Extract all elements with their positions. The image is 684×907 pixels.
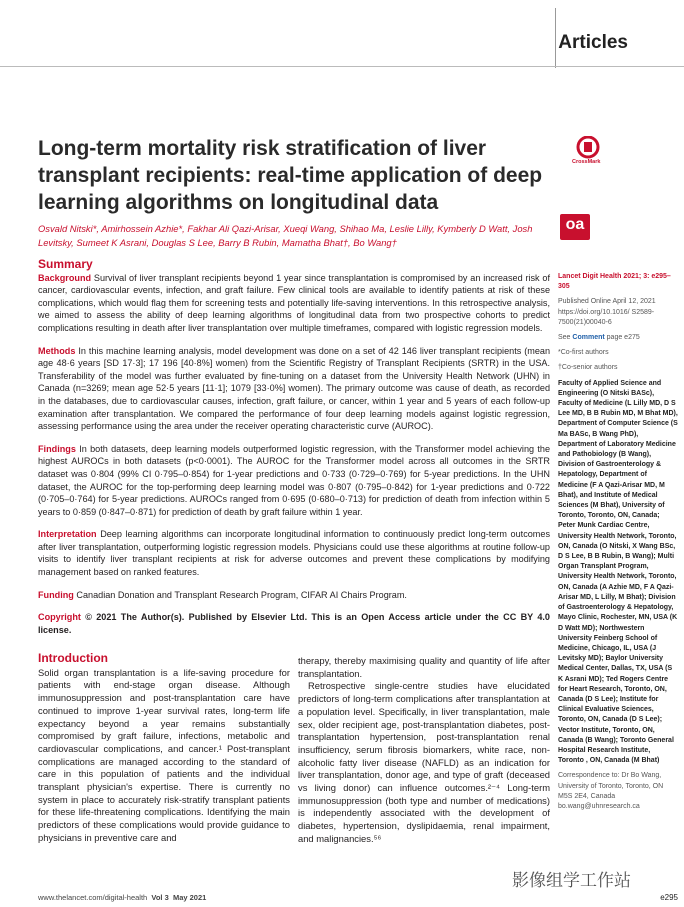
copyright-text: © 2021 The Author(s). Published by Elsevier Ltd. This is an Open Access article under the CC BY 4.0 license. bbox=[38, 612, 550, 635]
author-list: Osvald Nitski*, Amirhossein Azhie*, Fakhar Ali Qazi-Arisar, Xueqi Wang, Shihao Ma, Leslie Lilly, Kymberly D Watt, Josh Levitsky, Sumeet K Asrani, Douglas S Lee, Barry B Rubin, Mamatha Bhat†, Bo Wang† bbox=[38, 223, 533, 248]
correspondence-text: Correspondence to: Dr Bo Wang, University of Toronto, Toronto, ON M5S 2E4, Canada bbox=[558, 772, 664, 800]
volume: Vol 3 bbox=[151, 893, 169, 902]
crossmark-label[interactable]: CrossMark bbox=[572, 159, 601, 165]
footer bbox=[38, 893, 206, 902]
copyright-paragraph bbox=[38, 611, 550, 636]
intro-paragraph: therapy, thereby maximising quality and quantity of life after transplantation. bbox=[298, 655, 550, 679]
watermark: 影像组学工作站 bbox=[512, 871, 631, 890]
open-access-badge: oa bbox=[560, 214, 590, 240]
section-label: Articles bbox=[558, 32, 628, 53]
methods-label: Methods bbox=[38, 345, 76, 356]
methods-paragraph bbox=[38, 345, 550, 433]
findings-paragraph bbox=[38, 443, 550, 519]
findings-label: Findings bbox=[38, 443, 76, 454]
intro-paragraph: Retrospective single-centre studies have elucidated predictors of long-term complications after transplantation at a population level. Specifically, in liver transplantation, male sex, older recipient age, post-transplantation diabetes, post-transplantation hypertension, post-transplantation renal insufficiency, serum fibrosis biomarkers, white race, non-alcoholic fatty liver disease (NAFLD) as an indication for liver transplantation, donor age, and type of graft (deceased vs living donor) can influence outcomes.²⁻⁴ Long-term immunosuppression (both type and number of medications) is independently associated with the development of diabetes, hypertension, dyslipidaemia, renal impairment, and malignancies.⁵⁶ bbox=[298, 680, 550, 844]
comment-link[interactable]: Comment bbox=[572, 334, 605, 342]
published-online[interactable]: Published Online April 12, 2021 https://doi.org/10.1016/ S2589-7500(21)00040-6 bbox=[558, 298, 656, 326]
affiliations bbox=[558, 379, 678, 767]
summary-section bbox=[38, 258, 550, 646]
journal-citation: Lancet Digit Health 2021; 3: e295–305 bbox=[558, 273, 671, 291]
divider bbox=[0, 66, 684, 67]
see-comment bbox=[558, 333, 678, 343]
background-paragraph bbox=[38, 272, 550, 335]
findings-text: In both datasets, deep learning models outperformed logistic regression, with the Transformer model achieving the highest AUROCs in both datasets (p<0·0001). The AUROC for the Transformer model across all outcomes in the SRTR dataset was 0·804 (99% CI 0·795–0·854) for 1-year predictions and 0·733 (0·729–0·769) for 5-year predictions. In the UHN dataset, the AUROC for the top-performing deep learning model was 0·807 (0·795–0·842) for 1-year predictions and 0·722 (0·705–0·764) for 5-year predictions. AUROCs ranged from 0·695 (0·680–0·713) for prediction of death from infection within 5 years to 0·859 (0·847–0·871) for prediction of death by graft failure within 1 year. bbox=[38, 443, 550, 517]
correspondence bbox=[558, 771, 678, 812]
methods-text: In this machine learning analysis, model development was done on a set of 42 146 liver transplant recipients (mean age 48·6 years [SD 17·3]; 17 196 [40·8%] women) from the Scientific Registry of Transplant Recipients (SRTR) in the USA. Transferability of the model was further evaluated by fine-tuning on a dataset from the University Health Network (UHN) in Canada (n=3269; mean age 52·5 years [11·1]; 1079 [33·0%] women). The primary outcome was cause of death, as recorded in the databases, due to cardiovascular causes, infection, graft failure, or cancer, within 1 year and 5 years of each follow-up examination after transplantation. We compared the performance of four deep learning models against logistic regression, assessing performance using the area under the receiver operating characteristic curve (AUROC). bbox=[38, 345, 550, 432]
issue-date: May 2021 bbox=[172, 893, 207, 902]
co-first-note: *Co-first authors bbox=[558, 349, 609, 357]
intro-column-2 bbox=[298, 655, 550, 846]
journal-url[interactable]: www.thelancet.com/digital-health bbox=[38, 893, 148, 902]
article-title: Long-term mortality risk stratification of liver transplant recipients: real-time application of deep learning algorithms on longitudinal data bbox=[38, 137, 543, 214]
interpretation-text: Deep learning algorithms can incorporate longitudinal information to continuously predict long-term outcomes after liver transplantation, outperforming logistic regression models. Physicians could use these algorithms at routine follow-up visits to identify liver transplant recipients at risk for adverse outcomes and prevent these complications by modifying management based on ranked features. bbox=[38, 529, 550, 578]
comment-page: page e275 bbox=[606, 334, 640, 342]
summary-heading: Summary bbox=[38, 257, 93, 271]
funding-label: Funding bbox=[38, 589, 74, 600]
funding-paragraph bbox=[38, 589, 550, 602]
page-number: e295 bbox=[660, 893, 678, 902]
intro-column-1 bbox=[38, 652, 290, 845]
see-label: See bbox=[558, 334, 571, 342]
background-label: Background bbox=[38, 272, 92, 283]
funding-text: Canadian Donation and Transplant Research Program, CIFAR AI Chairs Program. bbox=[76, 589, 407, 600]
intro-paragraph: Solid organ transplantation is a life-saving procedure for patients with end-stage organ disease. Although immunosuppression and post-transplantation care have continued to improve 1-year survival rates, long-term life expectancy beyond a year remains substantially compromised by graft failure, infections, metabolic and cardiovascular complications, and cancer.¹ Post-transplant complications are managed according to the standard of care in this population of patients and the individual transplant physician's expertise. There is currently no system in place to accurately risk-stratify transplant patients for these life-threatening complications. Identifying the main predictors of these complications would provide guidance to physicians in preventive care and bbox=[38, 666, 290, 843]
interpretation-label: Interpretation bbox=[38, 529, 97, 540]
affiliations-text: Faculty of Applied Science and Engineering (O Nitski BASc), Faculty of Medicine (L Lilly MD, D S Lee MD, B B Rubin MD, M Bhat MD), Department of Computer Science (S Ma BASc, B Wang PhD), Department of Laboratory Medicine and Pathobiology (B Wang), Division of Gastroenterology & Hepatology, Department of Medicine (F A Qazi-Arisar MD, M Bhat), and Institute of Medical Sciences (M Bhat), University of Toronto, Toronto, ON, Canada; Peter Munk Cardiac Centre, University Health Network, Toronto, ON, Canada (O Nitski, X Wang BSc, D S Lee, B B Rubin, B Wang); Multi Organ Transplant Program, University Health Network, Toronto, ON, Canada (A Azhie MD, F A Qazi-Arisar MD, L Lilly, M Bhat); Division of Gastroenterology & Hepatology, Mayo Clinic, Rochester, MN, USA (K D Watt MD); Northwestern University Feinberg School of Medicine, Chicago, IL, USA (J Levitsky MD); Baylor University Medical Center, Dallas, TX, USA (S K Asrani MD); Ted Rogers Centre for Heart Research, Toronto, ON, Canada (D S Lee); Institute for Clinical Evaluative Sciences, Toronto, ON, Canada (D S Lee); Vector Institute, Toronto, ON, Canada (B Wang); Toronto General Hospital Research Institute, Toronto , ON, Canada (M Bhat) bbox=[558, 379, 678, 765]
divider bbox=[555, 8, 556, 68]
intro-heading: Introduction bbox=[38, 651, 108, 665]
copyright-label: Copyright bbox=[38, 612, 81, 623]
interpretation-paragraph bbox=[38, 528, 550, 578]
co-senior-note: †Co-senior authors bbox=[558, 364, 618, 372]
page-header bbox=[0, 0, 684, 66]
background-text: Survival of liver transplant recipients beyond 1 year since transplantation is compromised by an increased risk of cancer, cardiovascular events, infection, and graft failure. Few clinical tools are available to identify patients at risk of these complications, which would flag them for screening tests and potentially life-saving interventions. In this retrospective analysis, we aimed to assess the ability of deep learning algorithms of longitudinal data from two prospective cohorts to predict complications resulting in death after liver transplantation over multiple timeframes, compared with logistic regression models. bbox=[38, 272, 550, 333]
email-link[interactable]: bo.wang@uhnresearch.ca bbox=[558, 802, 640, 810]
sidebar bbox=[558, 272, 678, 817]
